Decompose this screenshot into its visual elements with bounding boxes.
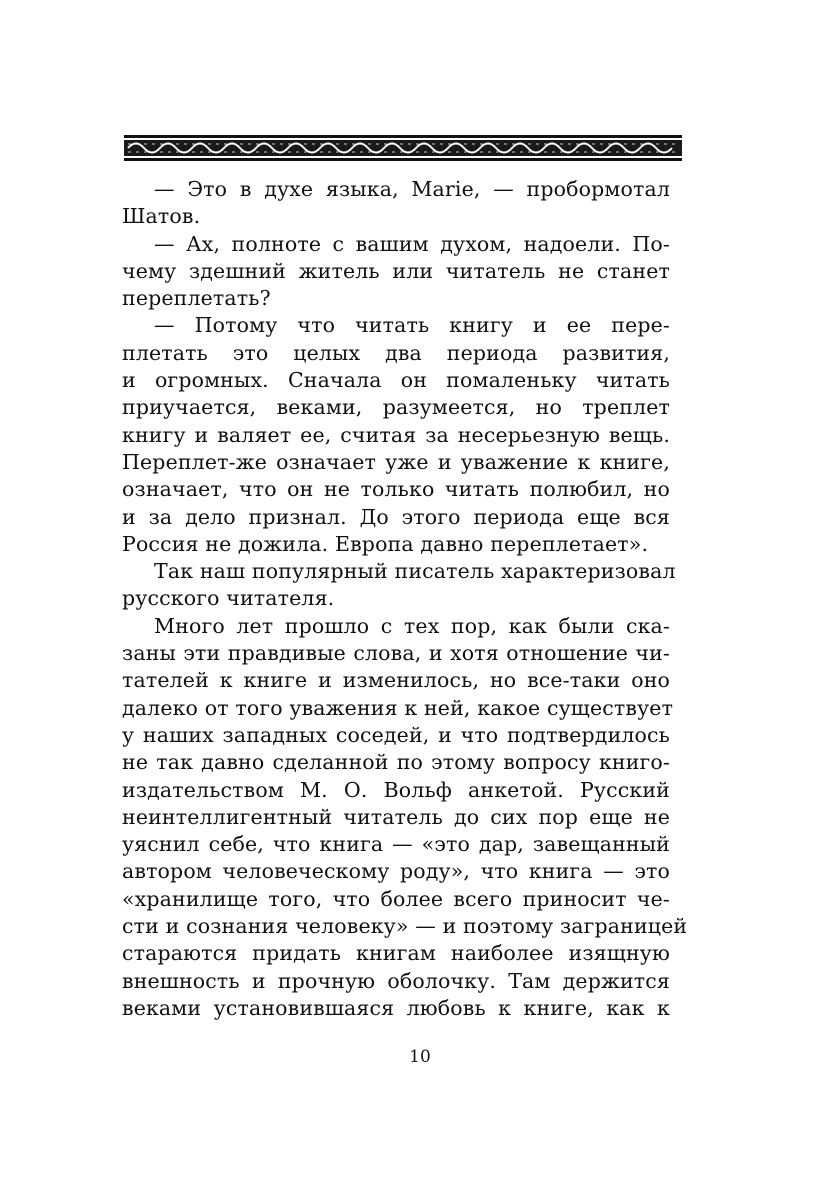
text-line: заны эти правдивые слова, и хотя отношение чи- (122, 641, 670, 666)
text-line: Так наш популярный писатель характеризовал (154, 559, 676, 584)
text-line: книгу и валяет ее, считая за несерьезную вещь. (122, 422, 670, 447)
text-line: плетать это целых два периода развития, (122, 340, 670, 365)
text-line: приучается, веками, разумеется, но треплет (122, 395, 670, 420)
text-line: тателей к книге и изменилось, но все-таки оно (122, 668, 670, 693)
text-line: Шатов. (122, 204, 201, 229)
decorative-ornament-border (124, 135, 682, 161)
text-line: переплетать? (122, 286, 271, 311)
text-line: не так давно сделанной по этому вопросу книго- (122, 750, 670, 775)
text-line: у наших западных соседей, и что подтвердилось (122, 722, 670, 747)
text-line: далеко от того уважения к ней, какое существует (122, 695, 674, 720)
text-line: — Ах, полноте с вашим духом, надоели. По- (154, 231, 670, 256)
body-text (122, 176, 688, 1022)
text-line: автором человеческому роду», что книга — это (122, 859, 670, 884)
text-line: и огромных. Сначала он помаленьку читать (122, 368, 670, 393)
text-line: сти и сознания человеку» — и поэтому заграницей (122, 914, 688, 939)
text-line: внешность и прочную оболочку. Там держится (122, 968, 670, 993)
text-line: чему здешний житель или читатель не станет (122, 258, 670, 283)
text-line: стараются придать книгам наиболее изящную (122, 941, 670, 966)
text-line: Переплет-же означает уже и уважение к книге, (122, 449, 670, 474)
text-line: и за дело признал. До этого периода еще вся (122, 504, 670, 529)
text-line: русского читателя. (122, 586, 335, 611)
text-line: неинтеллигентный читатель до сих пор еще не (122, 804, 670, 829)
text-line: издательством М. О. Вольф анкетой. Русский (122, 777, 670, 802)
text-line: — Потому что читать книгу и ее пере- (154, 313, 670, 338)
text-line: «хранилище того, что более всего приносит че- (122, 886, 670, 911)
text-line: означает, что он не только читать полюбил, но (122, 477, 670, 502)
text-line: — Это в духе языка, Marie, — пробормотал (154, 177, 670, 201)
page-number: 10 (409, 1047, 431, 1067)
text-line: уяснил себе, что книга — «это дар, завещанный (122, 832, 670, 857)
text-line: веками установившаяся любовь к книге, как к (122, 995, 670, 1020)
text-line: Много лет прошло с тех пор, как были ска- (154, 613, 670, 638)
text-line: Россия не дожила. Европа давно переплетает». (122, 531, 649, 556)
